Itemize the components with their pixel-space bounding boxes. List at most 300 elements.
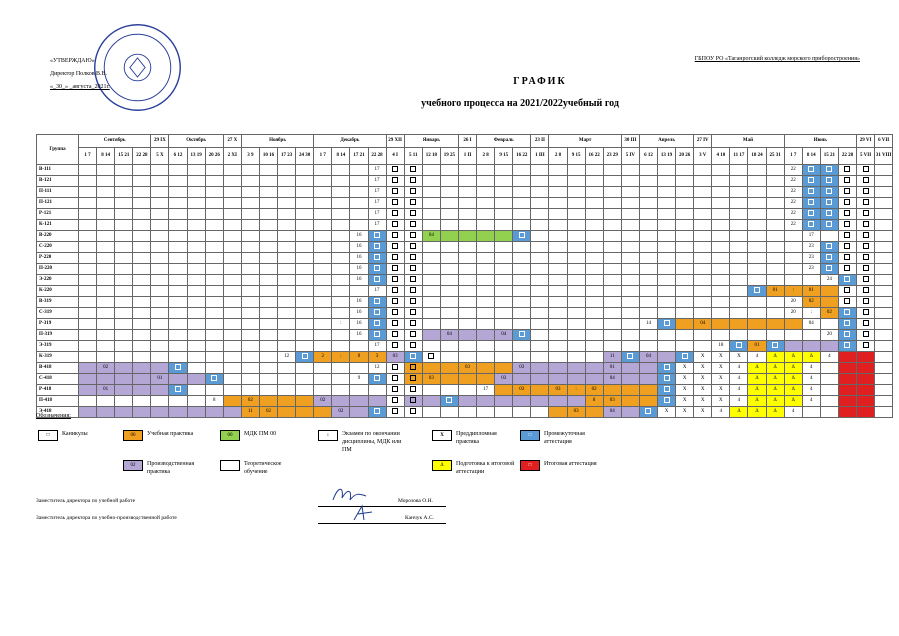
schedule-cell (314, 264, 332, 275)
schedule-cell (79, 264, 97, 275)
schedule-cell (621, 319, 639, 330)
schedule-cell (278, 242, 296, 253)
table-row (37, 209, 893, 220)
schedule-cell (748, 165, 766, 176)
schedule-cell (296, 396, 314, 407)
schedule-cell (531, 242, 549, 253)
legend-label: МДК ПМ 00 (244, 431, 277, 437)
schedule-cell (621, 352, 639, 363)
schedule-cell (241, 220, 259, 231)
schedule-cell: Δ (784, 352, 802, 363)
schedule-cell (585, 341, 603, 352)
schedule-cell (531, 231, 549, 242)
schedule-cell: 12 (368, 363, 386, 374)
week-header: 2 XI (223, 148, 241, 165)
schedule-cell (513, 352, 531, 363)
schedule-cell (422, 330, 440, 341)
schedule-cell (223, 330, 241, 341)
schedule-cell (223, 198, 241, 209)
schedule-cell (531, 297, 549, 308)
month-header: Январь (404, 135, 458, 148)
schedule-cell (585, 330, 603, 341)
schedule-cell: X (712, 352, 730, 363)
schedule-cell (314, 187, 332, 198)
schedule-cell (639, 264, 657, 275)
schedule-cell (296, 319, 314, 330)
schedule-cell (115, 385, 133, 396)
schedule-cell (694, 242, 712, 253)
week-header: 15 21 (115, 148, 133, 165)
schedule-cell: 02 (820, 308, 838, 319)
schedule-cell (838, 231, 856, 242)
schedule-cell: 22 (784, 176, 802, 187)
schedule-cell (404, 396, 422, 407)
schedule-cell (332, 330, 350, 341)
group-name: Э-220 (37, 275, 79, 286)
schedule-cell (187, 363, 205, 374)
schedule-cell (766, 264, 784, 275)
schedule-cell (259, 363, 277, 374)
schedule-cell (205, 297, 223, 308)
legend-label: Каникулы (62, 431, 88, 437)
schedule-cell (404, 187, 422, 198)
schedule-cell (259, 352, 277, 363)
schedule-cell (766, 231, 784, 242)
schedule-cell (440, 187, 458, 198)
legend-swatch: □ (520, 430, 540, 441)
schedule-cell (603, 209, 621, 220)
schedule-cell (676, 330, 694, 341)
schedule-cell (115, 198, 133, 209)
week-header: 31 VIII (875, 148, 893, 165)
schedule-cell (676, 297, 694, 308)
schedule-cell: 16 (350, 297, 368, 308)
table-row (37, 253, 893, 264)
schedule-cell (875, 209, 893, 220)
schedule-cell (440, 253, 458, 264)
schedule-cell (567, 187, 585, 198)
schedule-cell (97, 319, 115, 330)
schedule-cell: 20 (784, 297, 802, 308)
schedule-cell (386, 165, 404, 176)
schedule-cell (838, 407, 856, 418)
schedule-cell (404, 220, 422, 231)
schedule-cell (296, 363, 314, 374)
schedule-cell (603, 231, 621, 242)
schedule-cell (621, 242, 639, 253)
schedule-cell: X (712, 363, 730, 374)
schedule-cell (549, 352, 567, 363)
schedule-cell (133, 286, 151, 297)
schedule-cell (477, 363, 495, 374)
schedule-cell (350, 385, 368, 396)
schedule-cell (857, 396, 875, 407)
schedule-cell (748, 209, 766, 220)
schedule-cell: : (332, 319, 350, 330)
schedule-cell: 9 (350, 374, 368, 385)
schedule-cell (495, 319, 513, 330)
approve-line-1: «УТВЕРЖДАЮ» (50, 58, 95, 64)
schedule-cell (531, 396, 549, 407)
schedule-cell (169, 165, 187, 176)
schedule-cell (621, 374, 639, 385)
schedule-cell: 4 (730, 363, 748, 374)
schedule-cell (79, 330, 97, 341)
group-name: С-418 (37, 374, 79, 385)
schedule-cell (658, 209, 676, 220)
table-row (37, 330, 893, 341)
schedule-cell (748, 253, 766, 264)
schedule-cell: 01 (151, 374, 169, 385)
schedule-cell (621, 407, 639, 418)
schedule-cell: 22 (784, 198, 802, 209)
schedule-cell: 16 (350, 319, 368, 330)
table-row (37, 220, 893, 231)
schedule-cell (133, 374, 151, 385)
schedule-cell (386, 209, 404, 220)
schedule-cell (332, 396, 350, 407)
schedule-cell (440, 176, 458, 187)
schedule-cell (694, 275, 712, 286)
schedule-cell (79, 187, 97, 198)
schedule-cell (658, 396, 676, 407)
schedule-cell (712, 286, 730, 297)
schedule-cell (259, 187, 277, 198)
group-header: Группа (37, 135, 79, 165)
schedule-cell (422, 319, 440, 330)
schedule-cell (422, 264, 440, 275)
schedule-cell (169, 297, 187, 308)
month-header: Июнь (784, 135, 856, 148)
schedule-cell (820, 264, 838, 275)
schedule-cell (838, 198, 856, 209)
table-row (37, 264, 893, 275)
legend-swatch: Δ (432, 460, 452, 471)
schedule-cell: 01 (766, 286, 784, 297)
schedule-cell (531, 363, 549, 374)
schedule-cell (115, 220, 133, 231)
schedule-cell (712, 231, 730, 242)
schedule-cell (278, 308, 296, 319)
schedule-cell (766, 198, 784, 209)
schedule-cell: 04 (639, 352, 657, 363)
schedule-cell (857, 275, 875, 286)
schedule-cell (241, 176, 259, 187)
schedule-cell (259, 286, 277, 297)
schedule-cell (513, 396, 531, 407)
schedule-cell (404, 352, 422, 363)
schedule-cell (621, 297, 639, 308)
schedule-cell: 24 (820, 275, 838, 286)
schedule-cell (802, 176, 820, 187)
schedule-cell (133, 396, 151, 407)
schedule-cell (241, 341, 259, 352)
schedule-cell (241, 242, 259, 253)
schedule-cell (440, 242, 458, 253)
schedule-cell (712, 264, 730, 275)
schedule-cell (495, 242, 513, 253)
schedule-cell (79, 407, 97, 418)
schedule-cell (458, 176, 476, 187)
schedule-cell: 18 (712, 341, 730, 352)
schedule-cell (513, 231, 531, 242)
schedule-cell (730, 209, 748, 220)
schedule-cell (838, 286, 856, 297)
schedule-cell (259, 319, 277, 330)
schedule-cell (386, 275, 404, 286)
schedule-cell (440, 396, 458, 407)
schedule-cell (278, 319, 296, 330)
legend-label: Подготовка к итоговой аттестации (456, 461, 515, 475)
schedule-cell (440, 341, 458, 352)
schedule-cell (314, 242, 332, 253)
schedule-table (36, 134, 893, 418)
schedule-cell (386, 319, 404, 330)
schedule-cell (440, 297, 458, 308)
schedule-cell (259, 198, 277, 209)
schedule-cell (97, 275, 115, 286)
schedule-cell (169, 187, 187, 198)
schedule-cell (187, 220, 205, 231)
schedule-cell (115, 308, 133, 319)
schedule-cell (97, 209, 115, 220)
schedule-cell (97, 396, 115, 407)
schedule-cell (712, 187, 730, 198)
schedule-cell (79, 396, 97, 407)
schedule-cell (513, 165, 531, 176)
schedule-cell (658, 319, 676, 330)
schedule-cell (79, 198, 97, 209)
schedule-cell: 01 (748, 341, 766, 352)
schedule-cell (404, 341, 422, 352)
schedule-cell: 02 (585, 385, 603, 396)
schedule-cell (133, 319, 151, 330)
table-row (37, 385, 893, 396)
schedule-cell: 4 (802, 385, 820, 396)
schedule-cell (187, 275, 205, 286)
schedule-cell (585, 220, 603, 231)
schedule-cell (784, 253, 802, 264)
schedule-cell (386, 308, 404, 319)
month-header: 29 VI (857, 135, 875, 148)
schedule-cell (513, 220, 531, 231)
schedule-cell (133, 275, 151, 286)
schedule-cell (784, 242, 802, 253)
schedule-cell (187, 165, 205, 176)
schedule-cell: 16 (350, 330, 368, 341)
schedule-cell (658, 176, 676, 187)
week-header: 17 21 (350, 148, 368, 165)
schedule-cell (115, 231, 133, 242)
schedule-cell (838, 165, 856, 176)
schedule-cell (79, 363, 97, 374)
week-header: 3 9 (241, 148, 259, 165)
schedule-cell (350, 176, 368, 187)
schedule-cell (187, 319, 205, 330)
schedule-cell: Δ (766, 407, 784, 418)
schedule-cell (151, 330, 169, 341)
week-header: 2 8 (477, 148, 495, 165)
schedule-cell (639, 286, 657, 297)
schedule-cell (97, 330, 115, 341)
schedule-cell (278, 363, 296, 374)
schedule-cell (694, 286, 712, 297)
schedule-cell (205, 264, 223, 275)
schedule-cell (133, 264, 151, 275)
schedule-cell (187, 308, 205, 319)
schedule-cell (223, 363, 241, 374)
schedule-cell (513, 242, 531, 253)
schedule-cell (223, 220, 241, 231)
schedule-cell: Δ (766, 352, 784, 363)
group-name: Р-220 (37, 253, 79, 264)
schedule-cell (332, 341, 350, 352)
signature-line-2 (318, 523, 446, 524)
schedule-cell (278, 220, 296, 231)
schedule-cell (278, 275, 296, 286)
schedule-cell (296, 264, 314, 275)
table-row (37, 198, 893, 209)
schedule-cell (838, 374, 856, 385)
schedule-cell: 02 (332, 407, 350, 418)
schedule-cell (404, 297, 422, 308)
schedule-cell (169, 209, 187, 220)
week-header: 25 31 (766, 148, 784, 165)
schedule-cell (386, 231, 404, 242)
schedule-cell (458, 374, 476, 385)
schedule-cell (440, 374, 458, 385)
schedule-cell (205, 209, 223, 220)
schedule-cell (875, 187, 893, 198)
week-header: 12 18 (422, 148, 440, 165)
schedule-cell (676, 209, 694, 220)
schedule-cell (187, 341, 205, 352)
schedule-cell (458, 396, 476, 407)
schedule-cell: 22 (784, 187, 802, 198)
schedule-cell (766, 297, 784, 308)
schedule-cell (477, 264, 495, 275)
schedule-cell (205, 165, 223, 176)
schedule-cell (603, 187, 621, 198)
schedule-cell: X (694, 396, 712, 407)
week-header: 22 28 (133, 148, 151, 165)
schedule-cell (115, 242, 133, 253)
legend-swatch: 00 (123, 430, 143, 441)
schedule-cell: X (658, 407, 676, 418)
schedule-cell (531, 407, 549, 418)
schedule-cell (223, 209, 241, 220)
schedule-cell (585, 407, 603, 418)
schedule-cell (531, 319, 549, 330)
schedule-cell (513, 297, 531, 308)
schedule-cell: 04 (694, 319, 712, 330)
schedule-cell (477, 374, 495, 385)
schedule-cell (549, 264, 567, 275)
schedule-cell (350, 396, 368, 407)
week-header: 23 29 (603, 148, 621, 165)
table-row (37, 176, 893, 187)
schedule-cell (857, 385, 875, 396)
week-header: 19 25 (440, 148, 458, 165)
schedule-cell: 17 (802, 231, 820, 242)
schedule-cell (585, 209, 603, 220)
schedule-cell (440, 275, 458, 286)
week-header: 8 14 (332, 148, 350, 165)
schedule-cell (151, 165, 169, 176)
schedule-cell (187, 231, 205, 242)
schedule-cell (857, 297, 875, 308)
schedule-cell (875, 407, 893, 418)
schedule-cell: Δ (748, 396, 766, 407)
schedule-cell (712, 242, 730, 253)
schedule-cell (296, 385, 314, 396)
schedule-cell (477, 187, 495, 198)
schedule-cell (802, 209, 820, 220)
schedule-cell (784, 319, 802, 330)
schedule-cell (857, 374, 875, 385)
schedule-cell (513, 198, 531, 209)
schedule-cell (712, 330, 730, 341)
month-header: Февраль (477, 135, 531, 148)
schedule-cell (278, 264, 296, 275)
schedule-cell (585, 286, 603, 297)
schedule-cell (187, 374, 205, 385)
schedule-cell (730, 165, 748, 176)
schedule-cell (712, 253, 730, 264)
schedule-cell (766, 253, 784, 264)
schedule-cell (531, 308, 549, 319)
schedule-cell (658, 352, 676, 363)
schedule-cell (97, 341, 115, 352)
schedule-cell (422, 220, 440, 231)
schedule-cell (133, 242, 151, 253)
schedule-cell (440, 264, 458, 275)
schedule-cell (639, 407, 657, 418)
schedule-cell (495, 407, 513, 418)
schedule-cell: 14 (639, 319, 657, 330)
schedule-cell (151, 187, 169, 198)
schedule-cell (314, 176, 332, 187)
schedule-cell (676, 253, 694, 264)
schedule-cell (820, 363, 838, 374)
group-name: Р-319 (37, 319, 79, 330)
schedule-cell (676, 187, 694, 198)
schedule-cell (259, 297, 277, 308)
schedule-cell (875, 264, 893, 275)
schedule-cell (748, 187, 766, 198)
schedule-cell: 16 (350, 264, 368, 275)
week-header: 13 19 (187, 148, 205, 165)
schedule-cell (567, 319, 585, 330)
schedule-cell: Δ (748, 407, 766, 418)
approve-line-2: Директор Полков В.В. (50, 71, 108, 77)
schedule-cell (748, 297, 766, 308)
schedule-cell (730, 297, 748, 308)
schedule-cell: Δ (766, 363, 784, 374)
schedule-cell (133, 176, 151, 187)
schedule-cell (531, 165, 549, 176)
schedule-cell (187, 176, 205, 187)
table-row (37, 319, 893, 330)
schedule-cell (549, 374, 567, 385)
schedule-cell (567, 396, 585, 407)
schedule-cell (187, 286, 205, 297)
schedule-cell (205, 187, 223, 198)
schedule-cell (386, 396, 404, 407)
schedule-cell: 03 (386, 352, 404, 363)
schedule-cell (296, 220, 314, 231)
schedule-cell (151, 341, 169, 352)
